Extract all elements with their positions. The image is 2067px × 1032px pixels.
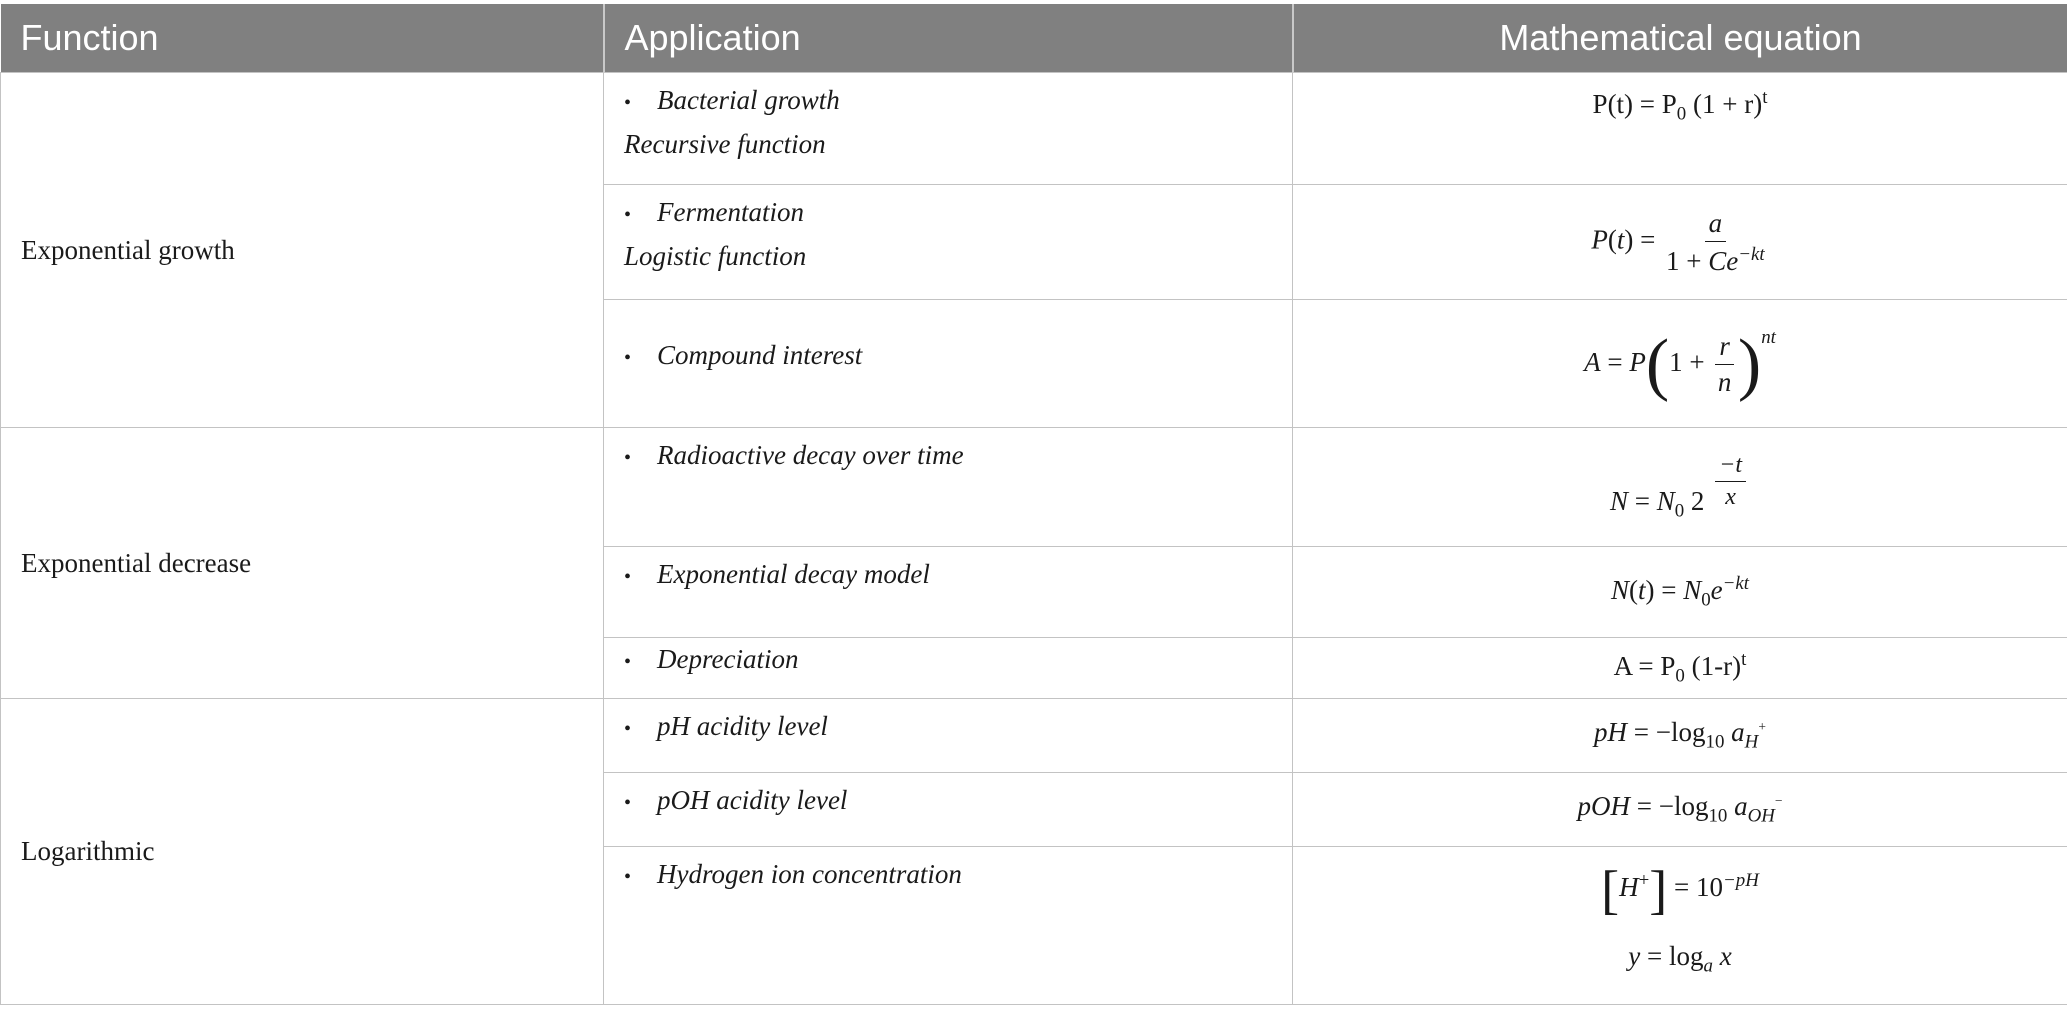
equation: $[H^+] = 10^{-pH}$: [1601, 860, 1759, 920]
equation-cell: [1293, 847, 2067, 1005]
application-label: pH acidity level: [657, 711, 828, 741]
application-sublabel: Recursive function: [624, 129, 826, 159]
equation: P(t) = $\frac{a}{1 + Ce^{-kt}}$: [1591, 207, 1765, 276]
functions-table: [0, 4, 2067, 1005]
application-sublabel: Logistic function: [624, 241, 807, 271]
application-cell: [604, 638, 1293, 699]
equation-cell: [1293, 547, 2067, 638]
application-cell: [604, 547, 1293, 638]
equation-cell: [1293, 773, 2067, 847]
header-function: Function: [1, 4, 604, 73]
header-equation: Mathematical equation: [1293, 4, 2067, 73]
bullet-icon: •: [624, 204, 632, 226]
application-cell: [604, 773, 1293, 847]
equation-cell: [1293, 300, 2067, 428]
application-label: Exponential decay model: [657, 559, 930, 589]
equation: $N = N_0$ 2 $\frac{-t}{x}$: [1610, 452, 1750, 522]
application-label: Depreciation: [657, 644, 799, 674]
table-row: [1, 428, 2067, 547]
application-label: pOH acidity level: [657, 785, 848, 815]
application-cell: [604, 847, 1293, 1005]
application-cell: [604, 300, 1293, 428]
equation: pH = $-\log_{10}$ $a_H^+$: [1594, 717, 1766, 753]
function-cell: Exponential growth: [1, 73, 604, 428]
bullet-icon: •: [624, 792, 632, 814]
application-label: Bacterial growth: [657, 85, 840, 115]
application-label: Radioactive decay over time: [657, 440, 964, 470]
equation: $A = P_0$ $(1-r)^t$: [1613, 648, 1747, 687]
equation-cell: [1293, 73, 2067, 185]
application-label: Hydrogen ion concentration: [657, 859, 962, 889]
equation-cell: [1293, 699, 2067, 773]
bullet-icon: •: [624, 651, 632, 673]
application-label: Fermentation: [657, 197, 804, 227]
table-row: [1, 73, 2067, 185]
function-cell: Exponential decrease: [1, 428, 604, 699]
application-label: Compound interest: [657, 340, 863, 370]
equation: $N(t) = N_0e^{-kt}$: [1610, 572, 1750, 611]
equation: pOH = $-\log_{10}$ $a_{OH}^-$: [1577, 791, 1783, 827]
application-cell: [604, 428, 1293, 547]
equation-cell: [1293, 638, 2067, 699]
bullet-icon: •: [624, 866, 632, 888]
function-cell: Logarithmic: [1, 699, 604, 1005]
bullet-icon: •: [624, 566, 632, 588]
equation: $P(t) = P_0$ $(1 + r)^t$: [1592, 87, 1768, 125]
bullet-icon: •: [624, 718, 632, 740]
application-cell: [604, 699, 1293, 773]
application-cell: [604, 185, 1293, 300]
bullet-icon: •: [624, 347, 632, 369]
bullet-icon: •: [624, 447, 632, 469]
bullet-icon: •: [624, 92, 632, 114]
equation: $y = \log_a x$: [1628, 941, 1732, 977]
table-row: [1, 699, 2067, 773]
equation-cell: [1293, 185, 2067, 300]
equation: A = P(1 + $\frac{r}{n}$ )$^{nt}$: [1584, 325, 1776, 403]
header-application: Application: [604, 4, 1293, 73]
header-row: [1, 4, 2067, 73]
equation-cell: [1293, 428, 2067, 547]
application-cell: [604, 73, 1293, 185]
